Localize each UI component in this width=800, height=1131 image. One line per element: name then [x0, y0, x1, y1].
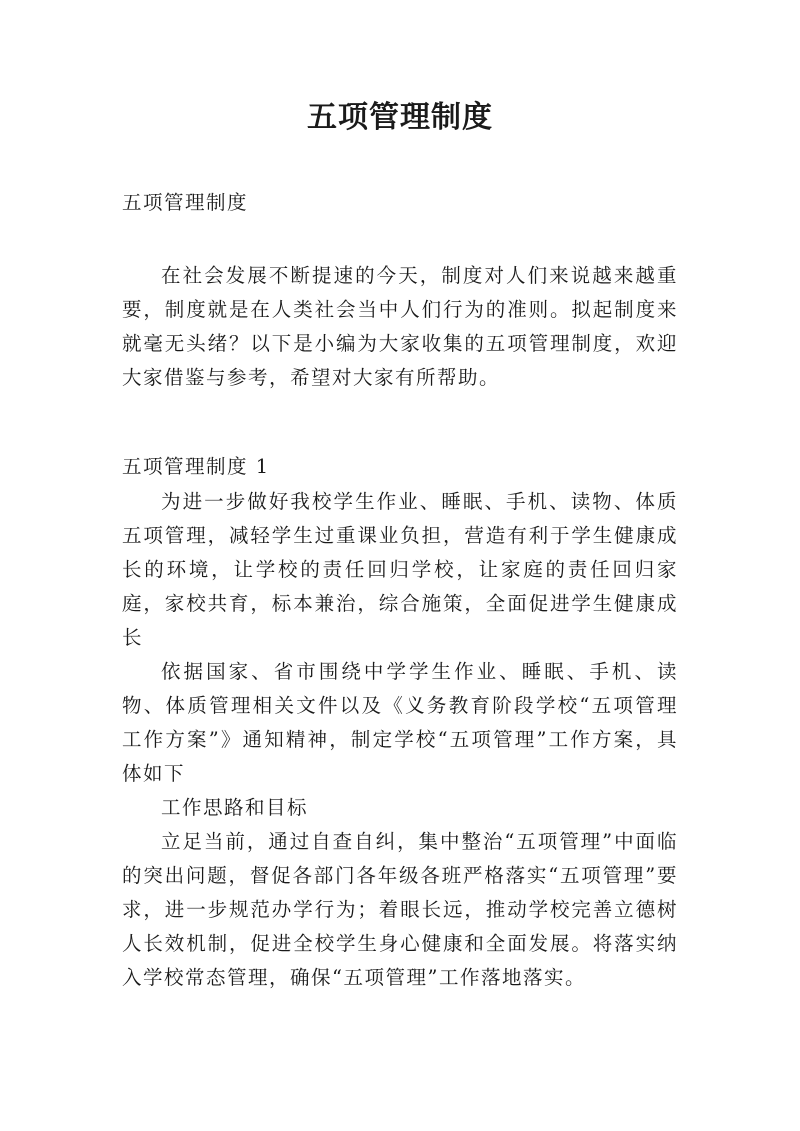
body-paragraph: 为进一步做好我校学生作业、睡眠、手机、读物、体质五项管理，减轻学生过重课业负担，营造有利于学生健康成长的环境，让学校的责任回归学校，让家庭的责任回归家庭，家校共育，标本兼治，综合施策，全面促进学生健康成长 [122, 490, 678, 649]
intro-paragraph: 在社会发展不断提速的今天，制度对人们来说越来越重要，制度就是在人类社会当中人们行为的准则。拟起制度来就毫无头绪？以下是小编为大家收集的五项管理制度，欢迎大家借鉴与参考，希望对大家有所帮助。 [122, 264, 678, 389]
section-heading: 五项管理制度 1 [122, 455, 270, 478]
document-subtitle: 五项管理制度 [122, 191, 249, 214]
body-paragraph: 依据国家、省市围绕中学学生作业、睡眠、手机、读物、体质管理相关文件以及《义务教育阶段学校“五项管理工作方案”》通知精神，制定学校“五项管理”工作方案，具体如下 [122, 660, 678, 785]
section-body [122, 485, 678, 995]
body-paragraph: 立足当前，通过自查自纠，集中整治“五项管理”中面临的突出问题，督促各部门各年级各班严格落实“五项管理”要求，进一步规范办学行为；着眼长远，推动学校完善立德树人长效机制，促进全校学生身心健康和全面发展。将落实纳入学校常态管理，确保“五项管理”工作落地落实。 [122, 830, 678, 989]
document-title: 五项管理制度 [307, 100, 493, 135]
subsection-heading: 工作思路和目标 [161, 796, 309, 819]
